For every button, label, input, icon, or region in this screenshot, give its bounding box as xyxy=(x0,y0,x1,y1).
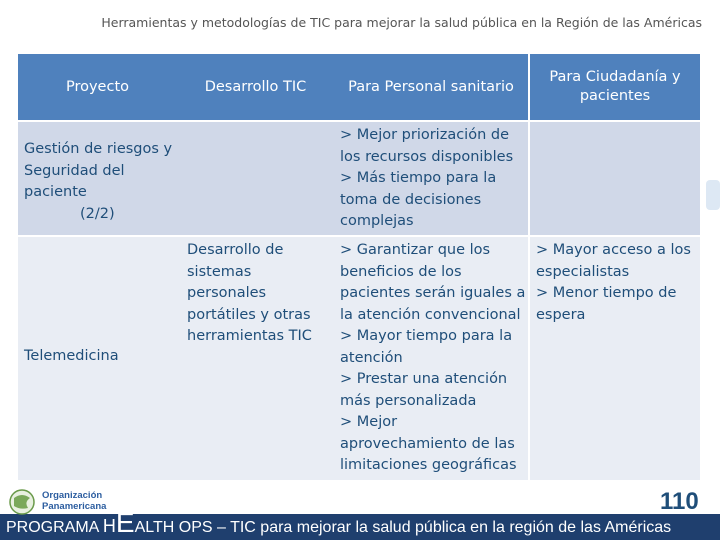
list-item: > Mayor acceso a los especialistas xyxy=(536,242,691,280)
list-item: > Más tiempo para la toma de decisiones complejas xyxy=(340,170,497,229)
anniversary-logo: 110 xyxy=(660,488,699,515)
footer-program-text: PROGRAMA HEALTH OPS – TIC para mejorar la salud pública en la región de las Américas xyxy=(6,507,672,538)
row2-personal xyxy=(334,237,528,480)
org-name: Organización Panamericana xyxy=(42,490,107,512)
row2-proyecto xyxy=(18,237,177,480)
decorative-globe-edge xyxy=(706,180,720,210)
list-item: > Mejor priorización de los recursos disponibles xyxy=(340,127,514,165)
row1-page-indicator: (2/2) xyxy=(80,205,115,222)
row2-proyecto-name: Telemedicina xyxy=(24,348,119,364)
row1-proyecto-name: Gestión de riesgos y Seguridad del paciente xyxy=(24,141,173,200)
row2-desarrollo: Desarrollo de sistemas personales portátiles y otras herramientas TIC xyxy=(177,237,334,480)
row1-personal xyxy=(334,122,528,235)
list-item: > Mayor tiempo para la atención xyxy=(340,328,513,366)
row1-proyecto xyxy=(18,122,177,235)
table xyxy=(18,54,700,480)
header-proyecto: Proyecto xyxy=(18,54,177,120)
page-title: Herramientas y metodologías de TIC para mejorar la salud pública en la Región de las Américas xyxy=(101,15,702,30)
header-desarrollo-tic: Desarrollo TIC xyxy=(177,54,334,120)
row1-desarrollo xyxy=(177,122,334,235)
list-item: > Garantizar que los beneficios de los pacientes serán iguales a la atención convencional xyxy=(340,242,526,323)
header-personal-sanitario: Para Personal sanitario xyxy=(334,54,528,120)
list-item: > Mejor aprovechamiento de las limitaciones geográficas xyxy=(340,414,517,473)
header-ciudadania: Para Ciudadanía y pacientes xyxy=(530,54,700,120)
row1-ciudadania xyxy=(530,122,700,235)
list-item: > Prestar una atención más personalizada xyxy=(340,371,508,409)
list-item: > Menor tiempo de espera xyxy=(536,285,677,323)
row2-ciudadania xyxy=(530,237,700,480)
